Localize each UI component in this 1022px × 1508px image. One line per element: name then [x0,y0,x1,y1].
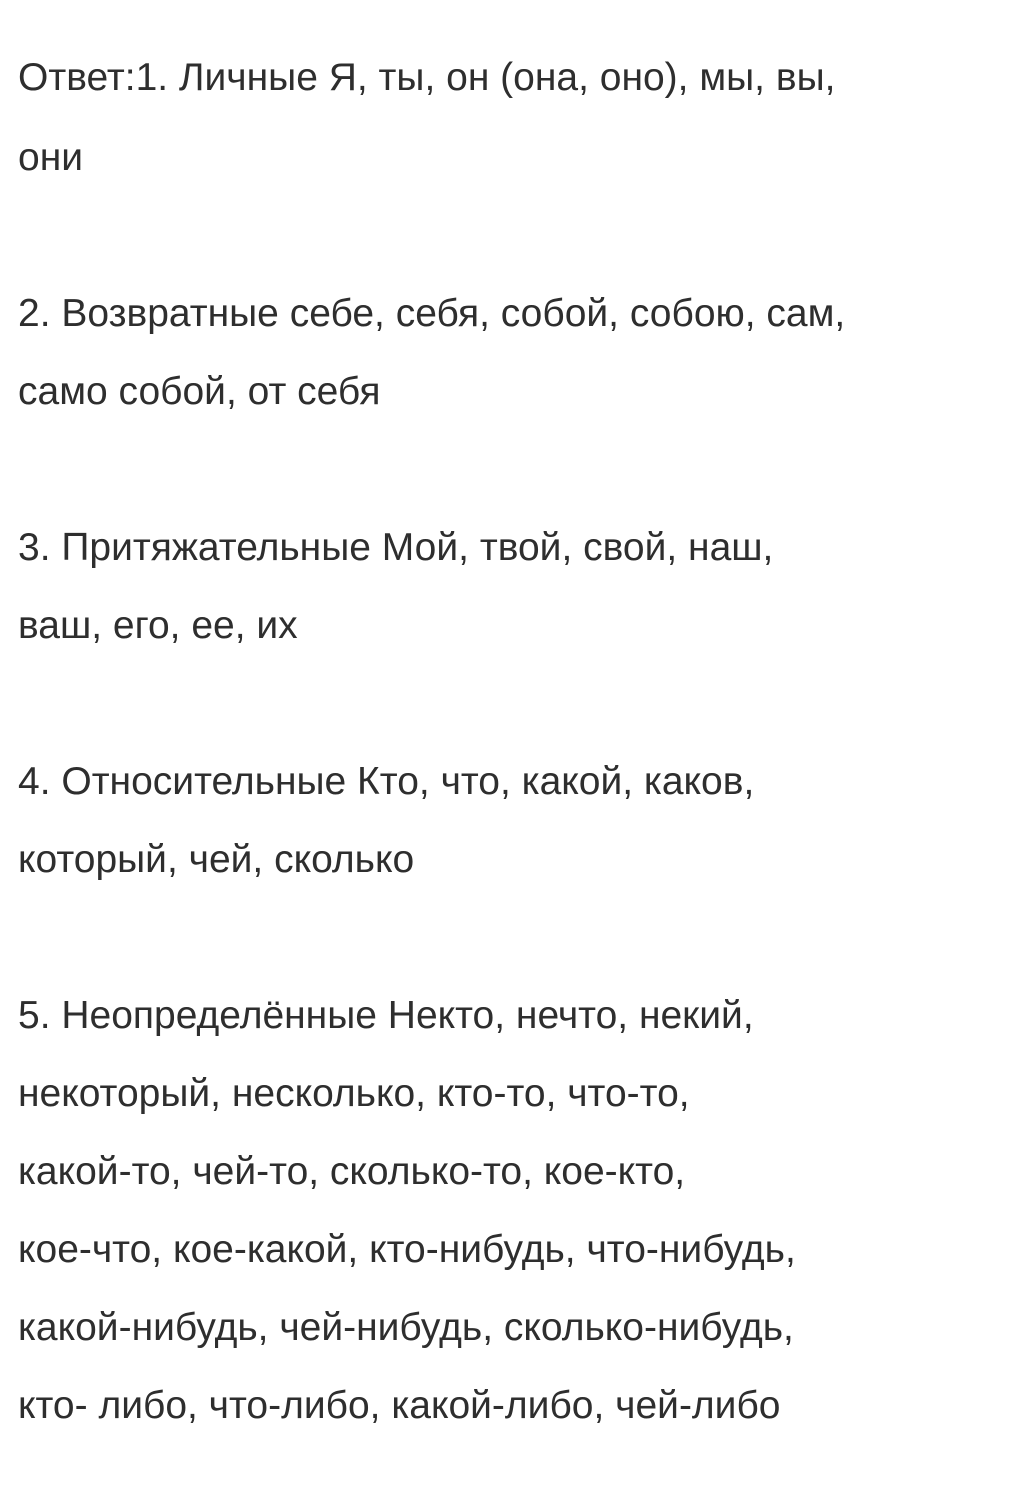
text-line: они [18,136,84,179]
text-line: ваш, его, ее, их [18,604,298,647]
text-line: кто- либо, что-либо, какой-либо, чей-либо [18,1384,781,1427]
text-line: само собой, от себя [18,370,381,413]
text-line: 5. Неопределённые Некто, нечто, некий, [18,994,754,1037]
text-line: кое-что, кое-какой, кто-нибудь, что-нибудь, [18,1228,796,1271]
text-line: некоторый, несколько, кто-то, что-то, [18,1072,690,1115]
text-line: Ответ:1. Личные Я, ты, он (она, оно), мы, вы, [18,56,836,99]
text-line: 3. Притяжательные Мой, твой, свой, наш, [18,526,774,569]
text-line: который, чей, сколько [18,838,415,881]
text-line: какой-то, чей-то, сколько-то, кое-кто, [18,1150,686,1193]
text-line: какой-нибудь, чей-нибудь, сколько-нибудь, [18,1306,794,1349]
text-line: 4. Относительные Кто, что, какой, каков, [18,760,755,803]
text-line: 2. Возвратные себе, себя, собой, собою, сам, [18,292,846,335]
